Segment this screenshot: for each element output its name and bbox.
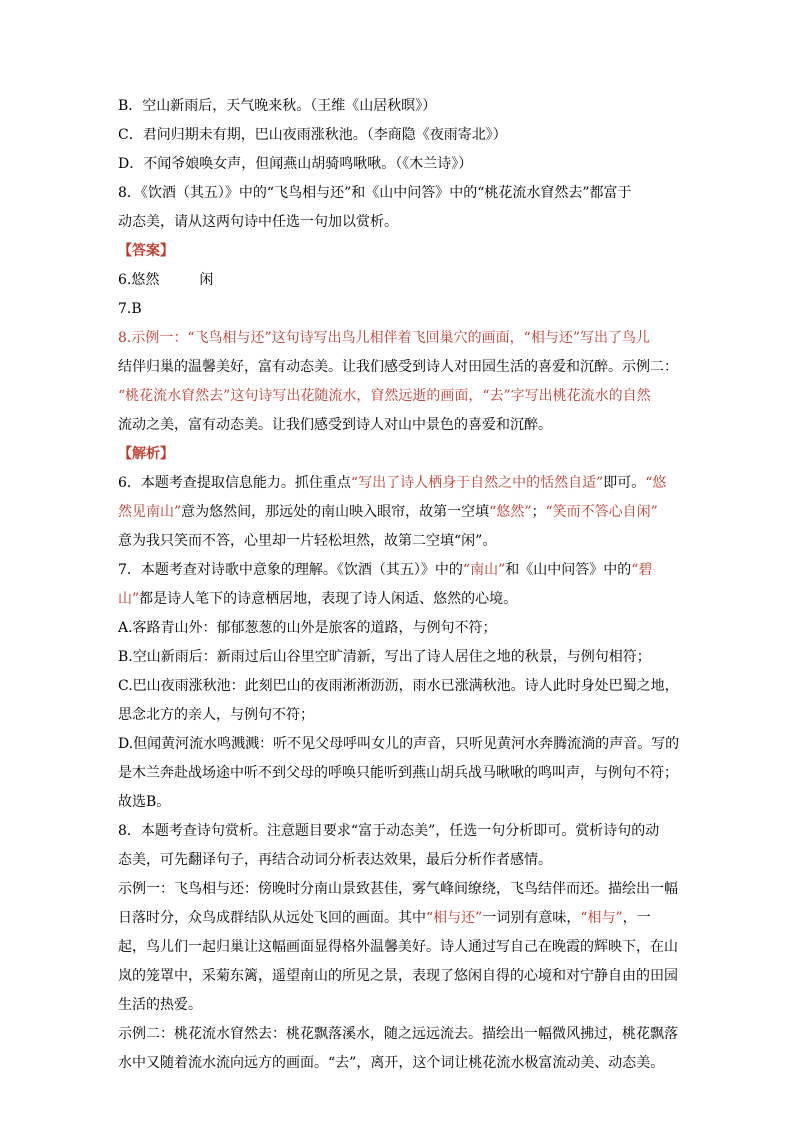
text-span: 流动之美，富有动态美。让我们感受到诗人对山中景色的喜爱和沉醉。 <box>118 417 552 433</box>
text-span: 7.B <box>118 301 142 317</box>
text-line <box>118 353 688 382</box>
text-span: 起，鸟儿们一起归巢让这幅画面显得格外温馨美好。诗人通过写自己在晚霞的辉映下，在山 <box>118 939 678 955</box>
text-span: D.但闻黄河流水鸣溅溅：听不见父母呼叫女儿的声音，只听见黄河水奔腾流淌的声音。写的 <box>118 736 680 752</box>
text-span: 8．《饮酒（其五）》中的“飞鸟相与还”和《山中问答》中的“桃花流水窅然去”都富于 <box>118 185 632 201</box>
text-line <box>118 324 688 353</box>
text-line <box>118 121 688 150</box>
text-span: 6.悠然 <box>118 272 160 288</box>
text-line <box>118 498 688 527</box>
text-line <box>118 614 688 643</box>
text-span: 6．本题考查提取信息能力。抓住重点 <box>118 475 351 491</box>
text-span: 日落时分，众鸟成群结队从远处飞回的画面。其中 <box>118 910 426 926</box>
text-span: 然见南山” <box>118 504 182 520</box>
text-line <box>118 92 688 121</box>
text-line <box>118 179 688 208</box>
text-span: ，一 <box>622 910 651 926</box>
text-span: 故选B。 <box>118 794 171 810</box>
text-line <box>118 875 688 904</box>
text-line <box>118 846 688 875</box>
text-line <box>118 701 688 730</box>
text-line <box>118 208 688 237</box>
text-line <box>118 1020 688 1049</box>
text-line <box>118 411 688 440</box>
text-line <box>118 295 688 324</box>
text-span: 闲 <box>199 272 214 288</box>
text-span: “相与” <box>580 910 623 926</box>
text-line <box>118 527 688 556</box>
text-line <box>118 643 688 672</box>
text-span: “南山” <box>462 562 506 578</box>
text-line <box>118 556 688 585</box>
text-span: 态美，可先翻译句子，再结合动词分析表达效果，最后分析作者感情。 <box>118 852 552 868</box>
text-span: 生活的热爱。 <box>118 997 202 1013</box>
text-span: 8.示例一：“飞鸟相与还”这句诗写出鸟儿相伴着飞回巢穴的画面，“相与还”写出了鸟儿 <box>118 330 650 346</box>
text-span: B.空山新雨后：新雨过后山谷里空旷清新，写出了诗人居住之地的秋景，与例句相符； <box>118 649 651 665</box>
text-span: 思念北方的亲人，与例句不符； <box>118 707 314 723</box>
text-line <box>118 788 688 817</box>
text-line <box>118 991 688 1020</box>
text-line <box>118 730 688 759</box>
text-line <box>118 150 688 179</box>
text-span: 结伴归巢的温馨美好，富有动态美。让我们感受到诗人对田园生活的喜爱和沉醉。示例二： <box>118 359 678 375</box>
text-line <box>118 440 688 469</box>
text-span: 示例一：飞鸟相与还：傍晚时分南山景致甚佳，雾气峰间缭绕，飞鸟结伴而还。描绘出一幅 <box>118 881 678 897</box>
text-line <box>118 904 688 933</box>
text-span: “笑而不答心自闲” <box>545 504 658 520</box>
text-line <box>118 672 688 701</box>
text-span: 意为我只笑而不答，心里却一片轻松坦然，故第二空填“闲”。 <box>118 533 497 549</box>
section-heading: 【解析】 <box>118 446 174 462</box>
text-span: 动态美，请从这两句诗中任选一句加以赏析。 <box>118 214 398 230</box>
text-line <box>118 962 688 991</box>
text-span: 是木兰奔赴战场途中听不到父母的呼唤只能听到燕山胡兵战马啾啾的鸣叫声，与例句不符； <box>118 765 678 781</box>
text-span: “桃花流水窅然去”这句诗写出花随流水，窅然远逝的画面，“去”字写出桃花流水的自然 <box>118 388 651 404</box>
text-span: A.客路青山外：郁郁葱葱的山外是旅客的道路，与例句不符； <box>118 620 497 636</box>
text-line <box>118 817 688 846</box>
text-span: 即可。 <box>603 475 646 491</box>
text-span: 水中又随着流水流向远方的画面。“去”，离开，这个词让桃花流水极富流动美、动态美。 <box>118 1055 665 1071</box>
text-line <box>118 237 688 266</box>
text-span: 都是诗人笔下的诗意栖居地，表现了诗人闲适、悠然的心境。 <box>139 591 518 607</box>
text-span: “悠 <box>645 475 667 491</box>
text-line <box>118 759 688 788</box>
text-span: 岚的笼罩中，采菊东篱，遥望南山的所见之景，表现了悠闲自得的心境和对宁静自由的田园 <box>118 968 678 984</box>
text-span: 示例二：桃花流水窅然去：桃花飘落溪水，随之远远流去。描绘出一幅微风拂过，桃花飘落 <box>118 1026 678 1042</box>
text-span: 山” <box>118 591 140 607</box>
text-line <box>118 266 688 295</box>
text-span: “碧 <box>631 562 653 578</box>
text-line <box>118 933 688 962</box>
text-line <box>118 1049 688 1078</box>
text-span: “相与还” <box>426 910 483 926</box>
document-page <box>118 92 688 1078</box>
text-span: “悠然” <box>489 504 532 520</box>
section-heading: 【答案】 <box>118 243 174 259</box>
text-span: 意为悠然间，那远处的南山映入眼帘，故第一空填 <box>181 504 490 520</box>
text-span: 7．本题考查对诗歌中意象的理解。《饮酒（其五）》中的 <box>118 562 463 578</box>
text-span: 一词别有意味， <box>482 910 581 926</box>
text-line <box>118 585 688 614</box>
text-span: 8．本题考查诗句赏析。注意题目要求“富于动态美”，任选一句分析即可。赏析诗句的动 <box>118 823 660 839</box>
text-span: B．空山新雨后，天气晚来秋。（王维《山居秋暝》） <box>118 98 437 114</box>
text-span: C．君问归期未有期，巴山夜雨涨秋池。（李商隐《夜雨寄北》） <box>118 127 507 143</box>
text-span: ； <box>531 504 546 520</box>
text-span: “写出了诗人栖身于自然之中的恬然自适” <box>350 475 604 491</box>
text-span: D．不闻爷娘唤女声，但闻燕山胡骑鸣啾啾。（《木兰诗》） <box>118 156 473 172</box>
text-line <box>118 469 688 498</box>
text-span: 和《山中问答》中的 <box>505 562 632 578</box>
text-line <box>118 382 688 411</box>
text-span: C.巴山夜雨涨秋池：此刻巴山的夜雨淅淅沥沥，雨水已涨满秋池。诗人此时身处巴蜀之地， <box>118 678 679 694</box>
